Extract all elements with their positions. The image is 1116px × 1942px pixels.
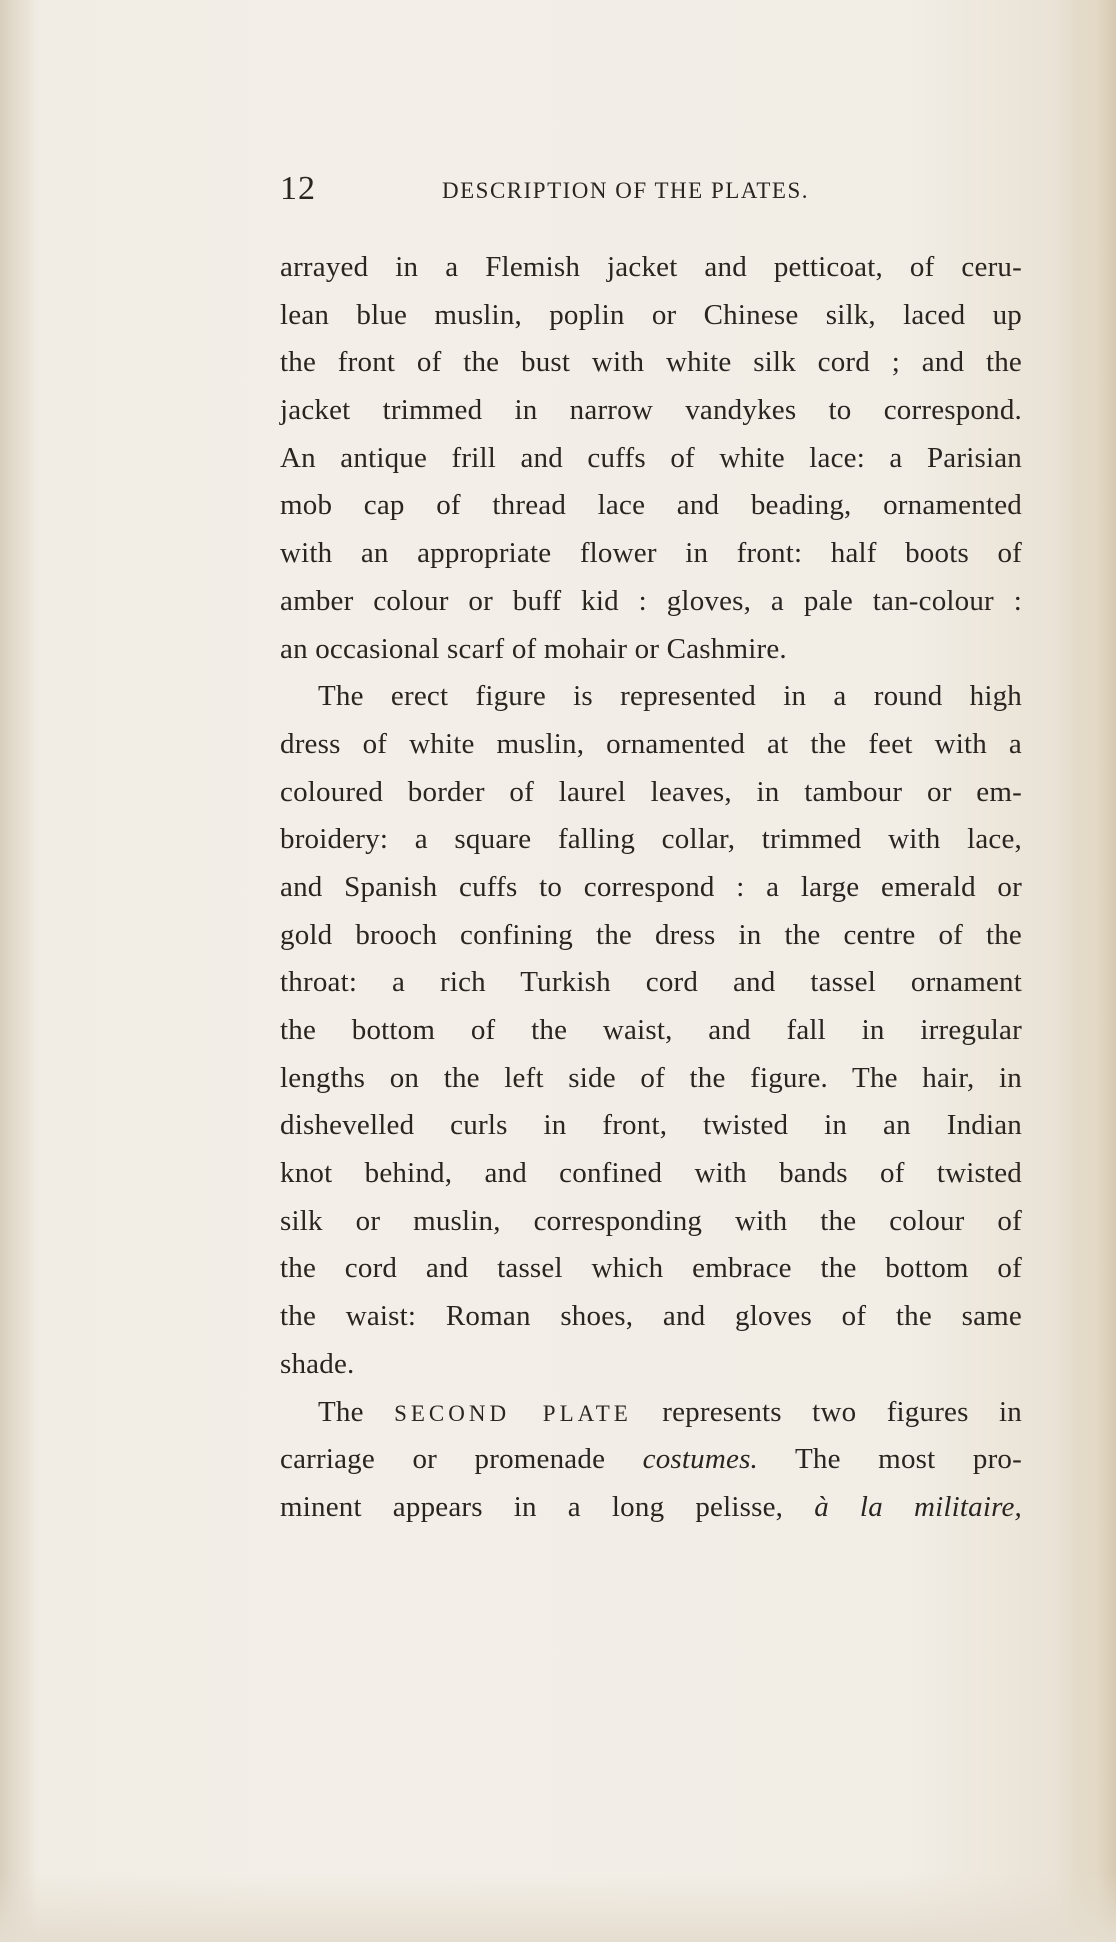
page-bottom-edge [0,1872,1116,1942]
italic-a-la-militaire: à la militaire, [814,1490,1023,1523]
text-line: arrayed in a Flemish jacket and petticoat, of ceru- [280,251,1022,283]
text-line: the cord and tassel which embrace the bottom of [280,1252,1022,1285]
plate-reference-smallcaps: SECOND PLATE [394,1400,632,1426]
text-line [280,1484,1022,1532]
text-line: An antique frill and cuffs of white lace: a Parisian [280,441,1022,474]
page-header [280,170,1022,214]
text-line: dishevelled curls in front, twisted in an Indian [280,1109,1022,1142]
paragraph-start-line [280,1389,1022,1437]
text-line [280,1436,1022,1484]
body-text [280,244,1022,1532]
text-line: dress of white muslin, ornamented at the feet with a [280,727,1022,760]
final-line-before: minent appears in a long pelisse, [280,1490,784,1523]
text-line: broidery: a square falling collar, trimmed with lace, [280,823,1022,856]
text-line: amber colour or buff kid : gloves, a pale tan-colour : [280,584,1022,617]
text-line: an occasional scarf of mohair or Cashmire. [280,632,787,665]
running-head: DESCRIPTION OF THE PLATES. [442,178,809,203]
text-line: and Spanish cuffs to correspond : a large emerald or [280,870,1022,903]
page-right-edge [1056,0,1116,1942]
costume-line-before: carriage or promenade [280,1443,606,1476]
text-line: jacket trimmed in narrow vandykes to correspond. [280,394,1022,427]
paragraph-start-line: The erect figure is represented in a round high [318,680,1022,713]
text-line: knot behind, and confined with bands of twisted [280,1157,1022,1190]
text-line: lengths on the left side of the figure. The hair, in [280,1061,1022,1094]
text-line: the waist: Roman shoes, and gloves of the same [280,1300,1022,1333]
text-line: the front of the bust with white silk cord ; and the [280,346,1022,379]
italic-costumes: costumes. [642,1443,759,1476]
plate-line-after: represents two figures in [662,1395,1022,1428]
costume-line-after: The most pro- [795,1443,1022,1476]
text-line: gold brooch confining the dress in the centre of the [280,918,1022,951]
text-line: throat: a rich Turkish cord and tassel ornament [280,966,1022,999]
text-line: silk or muslin, corresponding with the colour of [280,1204,1022,1237]
text-line: lean blue muslin, poplin or Chinese silk, laced up [280,298,1022,331]
text-line: with an appropriate flower in front: half boots of [280,537,1022,570]
text-line: mob cap of thread lace and beading, ornamented [280,489,1022,522]
text-line: coloured border of laurel leaves, in tambour or em- [280,775,1022,808]
plate-line-before: The [318,1395,364,1428]
page-number: 12 [280,170,316,207]
text-line: the bottom of the waist, and fall in irregular [280,1014,1022,1046]
page-left-edge [0,0,36,1942]
text-line: shade. [280,1347,355,1380]
